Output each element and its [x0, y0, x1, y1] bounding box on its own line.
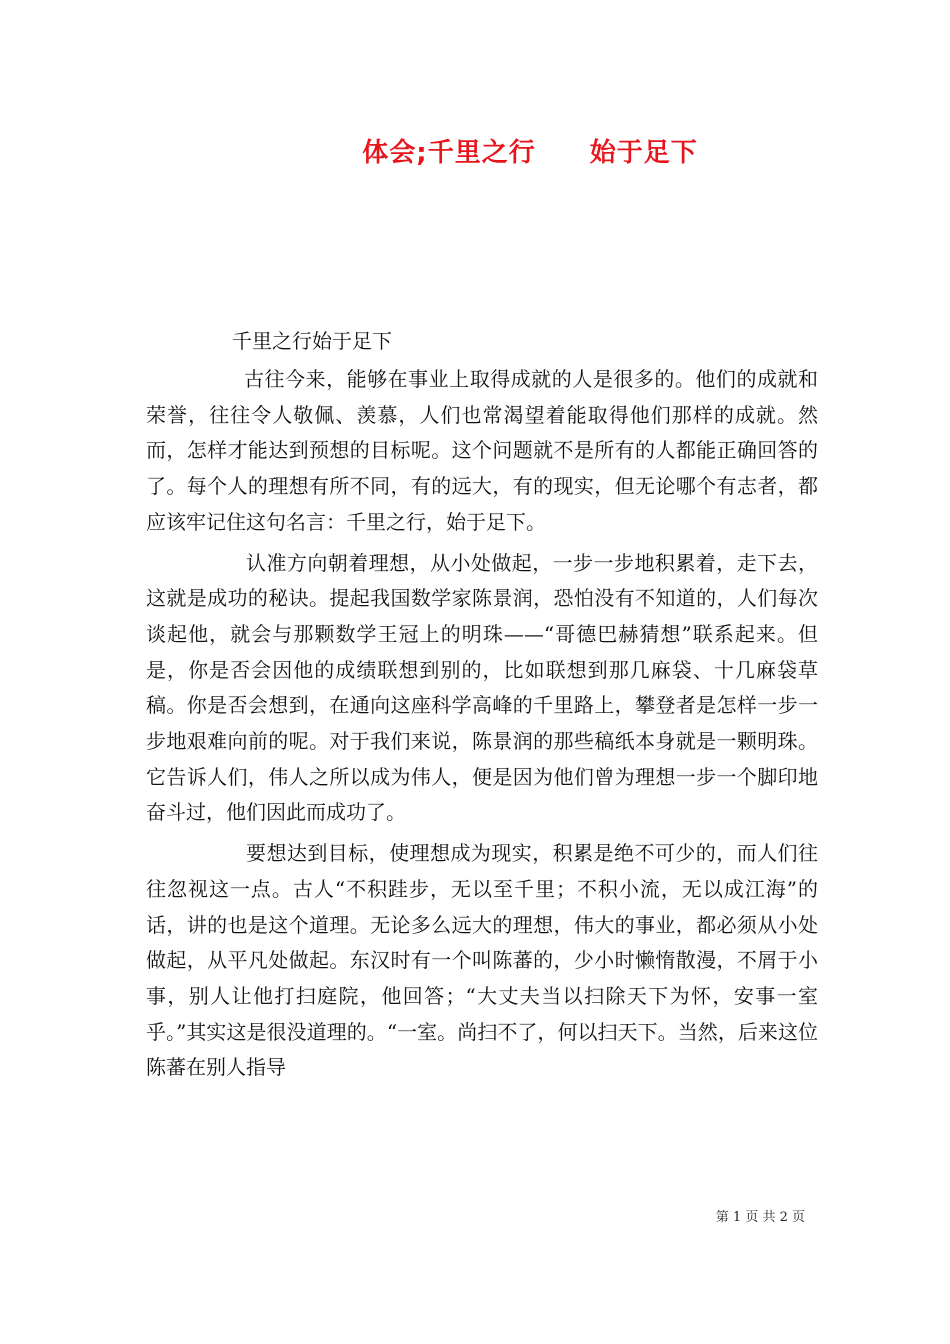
- paragraph-3: 要想达到目标，使理想成为现实，积累是绝不可少的，而人们往往忽视这一点。古人“不积跬步，无以至千里；不积小流，无以成江海”的话，讲的也是这个道理。无论多么远大的理想，伟大的事业，都必须从小处做起，从平凡处做起。东汉时有一个叫陈蕃的，少小时懒惰散漫，不屑于小事，别人让他打扫庭院，他回答；“大丈夫当以扫除天下为怀，安事一室乎。”其实这是很没道理的。“一室。尚扫不了，何以扫天下。当然，后来这位陈蕃在别人指导: [146, 841, 818, 1080]
- page-number-footer: 第 1 页 共 2 页: [715, 1210, 805, 1225]
- paragraph-2: 认准方向朝着理想，从小处做起，一步一步地积累着，走下去，这就是成功的秘诀。提起我国数学家陈景润，恐怕没有不知道的，人们每次谈起他，就会与那颗数学王冠上的明珠——“哥德巴赫猜想”联系起来。但是，你是否会因他的成绩联想到别的，比如联想到那几麻袋、十几麻袋草稿。你是否会想到，在通向这座科学高峰的千里路上，攀登者是怎样一步一步地艰难向前的呢。对于我们来说，陈景润的那些稿纸本身就是一颗明珠。它告诉人们，伟人之所以成为伟人，便是因为他们曾为理想一步一个脚印地奋斗过，他们因此而成功了。: [146, 550, 818, 825]
- paragraph-1: 古往今来，能够在事业上取得成就的人是很多的。他们的成就和荣誉，往往令人敬佩、羡慕，人们也常渴望着能取得他们那样的成就。然而，怎样才能达到预想的目标呢。这个问题就不是所有的人都能正确回答的了。每个人的理想有所不同，有的远大，有的现实，但无论哪个有志者，都应该牢记住这句名言：千里之行，始于足下。: [146, 367, 818, 534]
- article-subtitle: 千里之行始于足下: [232, 329, 392, 353]
- document-title: 体会;千里之行 始于足下: [362, 138, 698, 168]
- article-body: [146, 362, 818, 1091]
